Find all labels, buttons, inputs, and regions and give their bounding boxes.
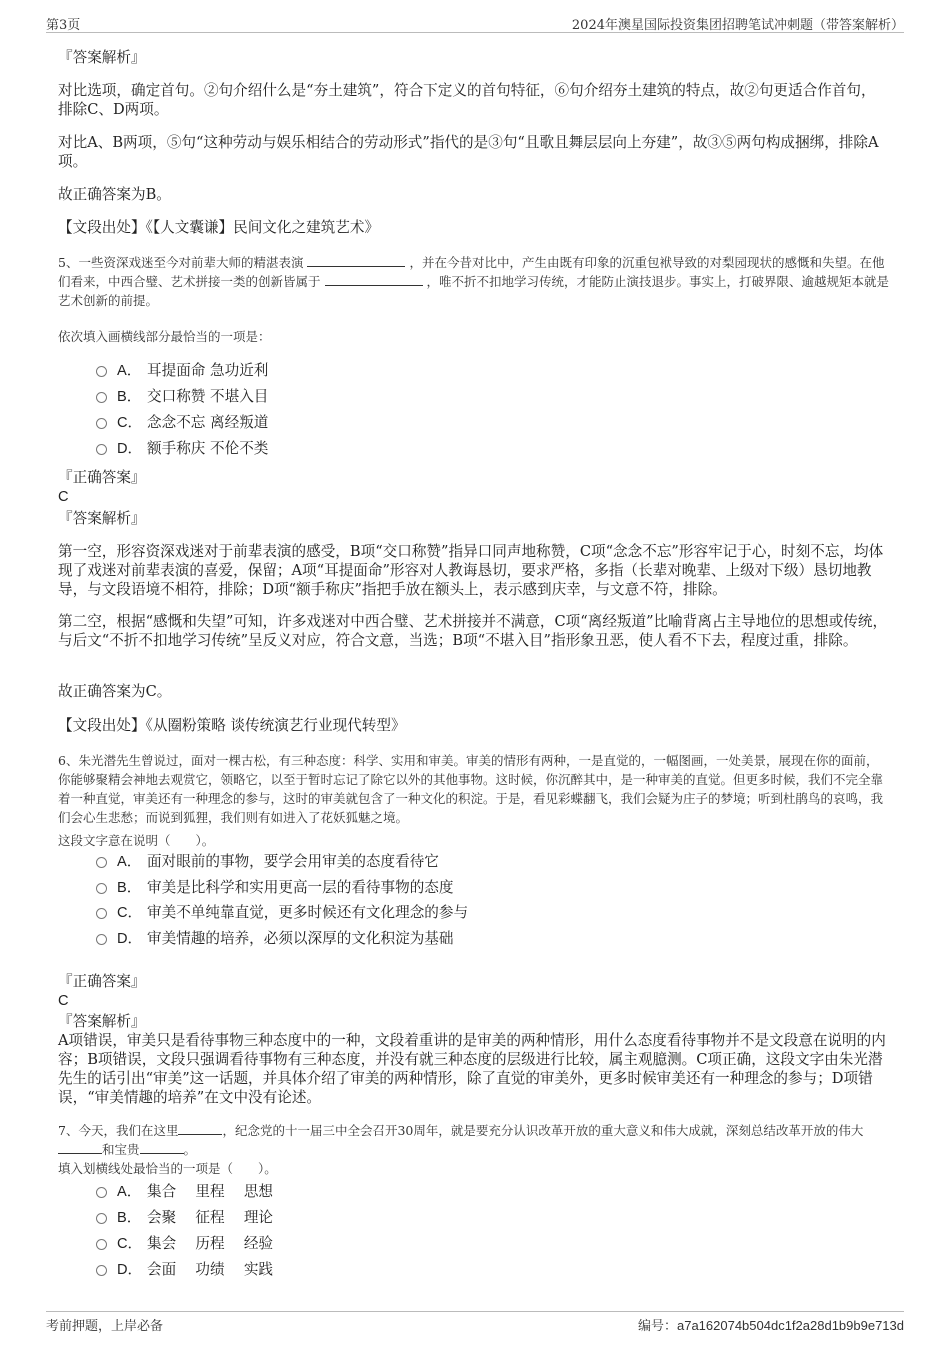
radio-icon[interactable] xyxy=(96,1239,107,1250)
document-code xyxy=(638,1315,904,1334)
page-footer xyxy=(46,1311,904,1334)
q7-stem xyxy=(58,1121,890,1159)
code-label: 编号： xyxy=(637,1319,677,1334)
q5-answer: C xyxy=(58,489,69,505)
q6-option-c[interactable]: C． 审美不单纯靠直觉，更多时候还有文化理念的参与 xyxy=(96,904,468,922)
q4-conclusion: 故正确答案为B。 xyxy=(58,186,171,203)
q4-analysis-p2: 对比A、B两项，⑤句“这种劳动与娱乐相结合的劳动形式”指代的是③句“且歌且舞层层向上夯建”，故③⑤两句构成捆绑，排除A项。 xyxy=(58,134,879,170)
q7-stem-c: 和宝贵 xyxy=(102,1142,140,1157)
q5-analysis-label: 『答案解析』 xyxy=(58,510,146,527)
radio-icon[interactable] xyxy=(96,908,107,919)
q7-prompt: 填入划横线处最恰当的一项是（ ）。 xyxy=(58,1161,277,1176)
document-title: 2024年澳星国际投资集团招聘笔试冲刺题（带答案解析） xyxy=(571,18,904,33)
q7-blank-1 xyxy=(178,1122,222,1135)
q6-answer: C xyxy=(58,993,69,1009)
q6-analysis-label: 『答案解析』 xyxy=(58,1013,146,1030)
radio-icon[interactable] xyxy=(96,444,107,455)
q5-stem-a: 5、一些资深戏迷至今对前辈大师的精湛表演 xyxy=(58,255,304,270)
q6-stem: 6、朱光潜先生曾说过，面对一棵古松，有三种态度：科学、实用和审美。审美的情形有两种，一是直觉的，一幅图画，一处美景，展现在你的面前，你能够聚精会神地去观赏它，领略它，以至于暂时忘记了除它以外的其他事物。这时候，你沉醉其中，是一种审美的直觉。但更多时候，我们不完全靠着一种直觉，审美还有一种理念的参与，这时的审美就包含了一种文化的积淀。于是，看见彩蝶翻飞，我们会疑为庄子的梦境；听到杜鹃鸟的哀鸣，我们会心生悲愁；而说到狐狸，我们则有如进入了花妖狐魅之境。 xyxy=(58,753,884,825)
q4-analysis-p1: 对比选项，确定首句。②句介绍什么是“夯土建筑”，符合下定义的首句特征，⑥句介绍夯土建筑的特点，故②句更适合作首句，排除C、D两项。 xyxy=(58,82,876,118)
radio-icon[interactable] xyxy=(96,934,107,945)
q6-option-a[interactable]: A． 面对眼前的事物，要学会用审美的态度看待它 xyxy=(96,853,439,871)
q7-option-a[interactable]: A． 集合 里程 思想 xyxy=(96,1183,273,1201)
page-header xyxy=(46,14,904,33)
code-value: a7a162074b504dc1f2a28d1b9b9e713d xyxy=(676,1318,904,1333)
q5-prompt: 依次填入画横线部分最恰当的一项是： xyxy=(58,329,271,344)
q5-option-b[interactable]: B． 交口称赞 不堪入目 xyxy=(96,388,268,406)
q5-conclusion: 故正确答案为C。 xyxy=(58,683,172,700)
q5-stem xyxy=(58,253,890,310)
q5-analysis-p1: 第一空，形容资深戏迷对于前辈表演的感受，B项“交口称赞”指异口同声地称赞，C项“念念不忘”形容牢记于心，时刻不忘，均体现了戏迷对前辈表演的喜爱，保留；A项“耳提面命”形容对人教诲恳切，要求严格，多指（长辈对晚辈、上级对下级）恳切地教导，与文段语境不相符，排除；D项“额手称庆”指把手放在额头上，表示感到庆幸，与文意不符，排除。 xyxy=(58,543,884,598)
q6-answer-label: 『正确答案』 xyxy=(58,973,146,990)
q4-analysis-label: 『答案解析』 xyxy=(58,49,146,66)
q4-source: 【文段出处】《【人文囊谦】民间文化之建筑艺术》 xyxy=(58,219,380,236)
q6-analysis: A项错误，审美只是看待事物三种态度中的一种，文段着重讲的是审美的两种情形，用什么态度看待事物并不是文段意在说明的内容；B项错误，文段只强调看待事物有三种态度，并没有就三种态度的层级进行比较，属主观臆测。C项正确，这段文字由朱光潜先生的话引出“审美”这一话题，并具体介绍了审美的两种情形，除了直觉的审美外，更多时候审美还有一种理念的参与；D项错误，“审美情趣的培养”在文中没有论述。 xyxy=(58,1032,886,1106)
q5-source: 【文段出处】《从圈粉策略 谈传统演艺行业现代转型》 xyxy=(58,717,406,734)
q5-blank-1 xyxy=(307,254,405,267)
radio-icon[interactable] xyxy=(96,857,107,868)
q7-blank-2 xyxy=(58,1141,102,1154)
q7-stem-d: 。 xyxy=(183,1142,197,1157)
q5-stem-c: ，唯不折不扣地学习传统，才能防止演技退步。事实上，打破界限、逾越规矩本就是艺术创新的前提。 xyxy=(58,274,890,308)
q6-prompt: 这段文字意在说明（ ）。 xyxy=(58,833,215,848)
radio-icon[interactable] xyxy=(96,392,107,403)
radio-icon[interactable] xyxy=(96,1265,107,1276)
q7-stem-b: ，纪念党的十一届三中全会召开30周年，就是要充分认识改革开放的重大意义和伟大成就，深刻总结改革开放的伟大 xyxy=(222,1123,864,1138)
q7-option-d[interactable]: D． 会面 功绩 实践 xyxy=(96,1261,273,1279)
footer-slogan: 考前押题，上岸必备 xyxy=(46,1319,164,1334)
radio-icon[interactable] xyxy=(96,418,107,429)
radio-icon[interactable] xyxy=(96,883,107,894)
q5-option-c[interactable]: C． 念念不忘 离经叛道 xyxy=(96,414,268,432)
q5-option-d[interactable]: D． 额手称庆 不伦不类 xyxy=(96,440,268,458)
q7-option-c[interactable]: C． 集会 历程 经验 xyxy=(96,1235,273,1253)
q5-analysis-p2: 第二空，根据“感慨和失望”可知，许多戏迷对中西合璧、艺术拼接并不满意，C项“离经叛道”比喻背离占主导地位的思想或传统，与后文“不折不扣地学习传统”呈反义对应，符合文意，当选；B项“不堪入目”指形象丑恶，使人看不下去，程度过重，排除。 xyxy=(58,613,888,649)
q7-option-b[interactable]: B． 会聚 征程 理论 xyxy=(96,1209,273,1227)
q5-option-a[interactable]: A． 耳提面命 急功近利 xyxy=(96,362,268,380)
q5-answer-label: 『正确答案』 xyxy=(58,469,146,486)
radio-icon[interactable] xyxy=(96,1187,107,1198)
q6-option-d[interactable]: D． 审美情趣的培养，必须以深厚的文化积淀为基础 xyxy=(96,930,453,948)
q5-stem-b: ，并在今昔对比中，产生由既有印象的沉重包袱导致的对梨园现状的感慨和失望。在他们看来，中西合璧、艺术拼接一类的创新皆属于 xyxy=(58,255,885,289)
q7-blank-3 xyxy=(140,1141,184,1154)
q6-option-b[interactable]: B． 审美是比科学和实用更高一层的看待事物的态度 xyxy=(96,879,453,897)
page-number: 第3页 xyxy=(46,18,81,33)
q5-blank-2 xyxy=(325,273,423,286)
q7-stem-a: 7、今天，我们在这里 xyxy=(58,1123,179,1138)
radio-icon[interactable] xyxy=(96,1213,107,1224)
radio-icon[interactable] xyxy=(96,366,107,377)
